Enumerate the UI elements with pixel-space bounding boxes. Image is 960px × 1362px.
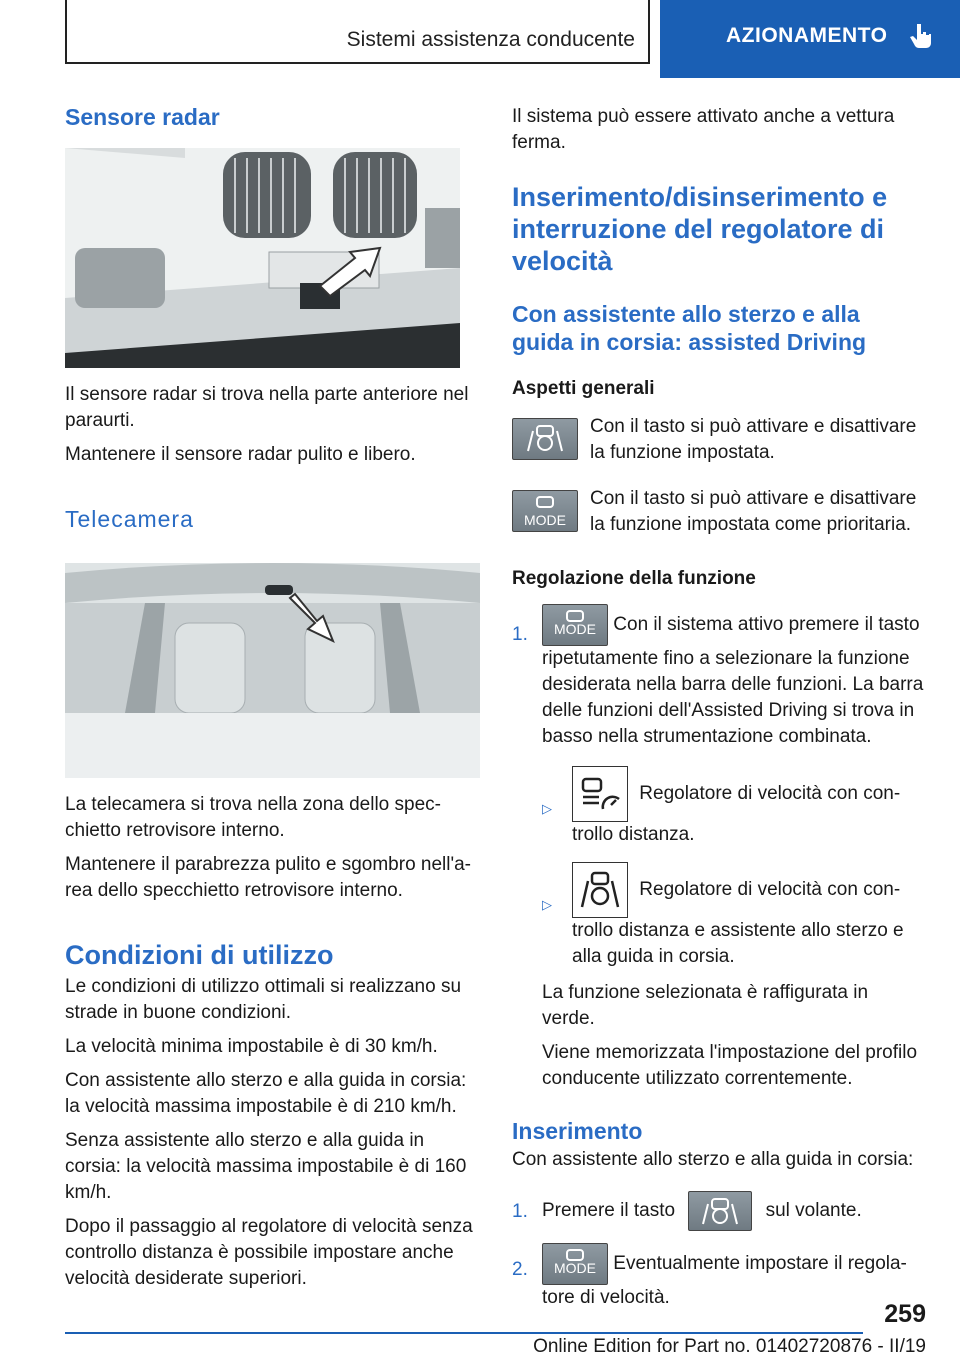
list-item	[512, 604, 926, 750]
car-distance-icon	[579, 775, 621, 813]
mode-label: MODE	[554, 620, 596, 637]
left-column	[65, 96, 480, 1292]
chapter-tab[interactable]	[660, 0, 960, 78]
camera-paragraph-1: La telecamera si trova nella zona dello spec- chietto retrovisore interno.	[65, 794, 441, 842]
steering-lane-icon	[525, 423, 565, 453]
assisted-driving-heading: Con assistente allo sterzo e alla guida in corsia: assisted Driving	[512, 300, 867, 355]
mode-label: MODE	[554, 1260, 596, 1277]
option-1-text: Regolatore di velocità con con- trollo distanza.	[572, 782, 901, 845]
general-item-2	[512, 486, 926, 538]
radar-paragraph-2: Mantenere il sensore radar pulito e libero.	[65, 443, 416, 465]
footer-rule	[65, 1332, 863, 1334]
header-rule-bottom	[65, 62, 649, 64]
list-item	[512, 1243, 926, 1311]
note-paragraph-1: La funzione selezionata è raffigurata in verde.	[542, 981, 869, 1029]
right-column	[512, 96, 926, 1311]
conditions-heading: Condizioni di utilizzo	[65, 940, 334, 971]
car-interior-illustration	[65, 563, 480, 778]
regulation-steps	[512, 604, 926, 750]
assist-button-icon	[688, 1191, 752, 1231]
general-paragraph-1: Con il tasto si può attivare e disattivare la funzione impostata.	[590, 415, 917, 463]
note-paragraph-2: Viene memorizzata l'impostazione del profilo conducente utilizzato correntemente.	[542, 1041, 918, 1089]
engage-step-2-text: Eventualmente impostare il regola- tore di velocità.	[542, 1253, 907, 1309]
general-paragraph-2: Con il tasto si può attivare e disattivare la funzione impostata come prioritaria.	[590, 487, 917, 535]
conditions-paragraph-2: La velocità minima impostabile è di 30 km/h.	[65, 1036, 438, 1058]
camera-figure	[65, 563, 480, 778]
step-number: 1.	[512, 623, 528, 645]
general-heading: Aspetti generali	[512, 377, 655, 399]
steering-assist-icon	[579, 871, 621, 909]
triangle-bullet-icon: ▷	[542, 800, 552, 816]
assist-button-icon	[512, 418, 578, 460]
page-number: 259	[884, 1300, 926, 1328]
conditions-paragraph-5: Dopo il passaggio al regolatore di velocità senza controllo distanza è possibile impostare anche velocità desiderate superiori.	[65, 1216, 473, 1290]
acc-steering-icon	[572, 862, 628, 918]
function-options	[542, 766, 926, 970]
engage-step-1-text-b: sul volante.	[765, 1200, 862, 1222]
mode-button-icon	[542, 604, 608, 646]
car-front-illustration	[65, 148, 460, 368]
engage-heading: Inserimento	[512, 1117, 643, 1144]
radar-sensor-figure	[65, 148, 460, 368]
step-number: 2.	[512, 1259, 528, 1281]
radar-heading: Sensore radar	[65, 104, 220, 130]
engage-intro: Con assistente allo sterzo e alla guida in corsia:	[512, 1149, 914, 1171]
camera-heading: Telecamera	[65, 505, 194, 532]
header-rule-divider	[648, 0, 650, 64]
mode-button-icon	[512, 490, 578, 532]
mode-label: MODE	[524, 511, 566, 528]
footer-edition: Online Edition for Part no. 01402720876 - II/19	[533, 1336, 926, 1357]
engage-steps	[512, 1191, 926, 1311]
radar-paragraph-1: Il sensore radar si trova nella parte anteriore nel paraurti.	[65, 383, 469, 431]
triangle-bullet-icon: ▷	[542, 896, 552, 912]
general-item-1	[512, 414, 926, 466]
chapter-tab-label: AZIONAMENTO	[726, 24, 888, 47]
regulation-heading: Regolazione della funzione	[512, 567, 756, 589]
car-mode-icon	[530, 495, 560, 513]
conditions-paragraph-1: Le condizioni di utilizzo ottimali si realizzano su strade in buone condizioni.	[65, 976, 462, 1024]
step-number: 1.	[512, 1201, 528, 1223]
mode-button-icon	[542, 1243, 608, 1285]
conditions-paragraph-3: Con assistente allo sterzo e alla guida in corsia: la velocità massima impostabile è di 210 km/h.	[65, 1070, 467, 1118]
option-2-text: Regolatore di velocità con con- trollo distanza e assistente allo sterzo e alla guida in corsia.	[572, 878, 904, 967]
conditions-paragraph-4: Senza assistente allo sterzo e alla guida in corsia: la velocità massima impostabile è di 160 km/h.	[65, 1130, 467, 1204]
pointing-hand-icon	[907, 22, 935, 50]
main-heading: Inserimento/disinserimento e interruzione del regolatore di velocità	[512, 182, 888, 276]
list-item	[542, 862, 926, 970]
camera-paragraph-2: Mantenere il parabrezza pulito e sgombro nell'a- rea dello specchietto retrovisore interno.	[65, 854, 472, 902]
intro-paragraph: Il sistema può essere attivato anche a vettura ferma.	[512, 106, 895, 153]
acc-distance-icon	[572, 766, 628, 822]
step-1-text: Con il sistema attivo premere il tasto ripetutamente fino a selezionare la funzione desiderata nella barra delle funzioni. La barra delle funzioni dell'Assisted Driving si trova in basso nella strumentazione combinata.	[542, 613, 924, 747]
engage-step-1-text-a: Premere il tasto	[542, 1200, 676, 1222]
list-item	[512, 1191, 926, 1231]
header-rule-left	[65, 0, 67, 64]
steering-lane-icon	[700, 1196, 740, 1226]
list-item	[542, 766, 926, 848]
section-title: Sistemi assistenza conducente	[346, 28, 635, 51]
